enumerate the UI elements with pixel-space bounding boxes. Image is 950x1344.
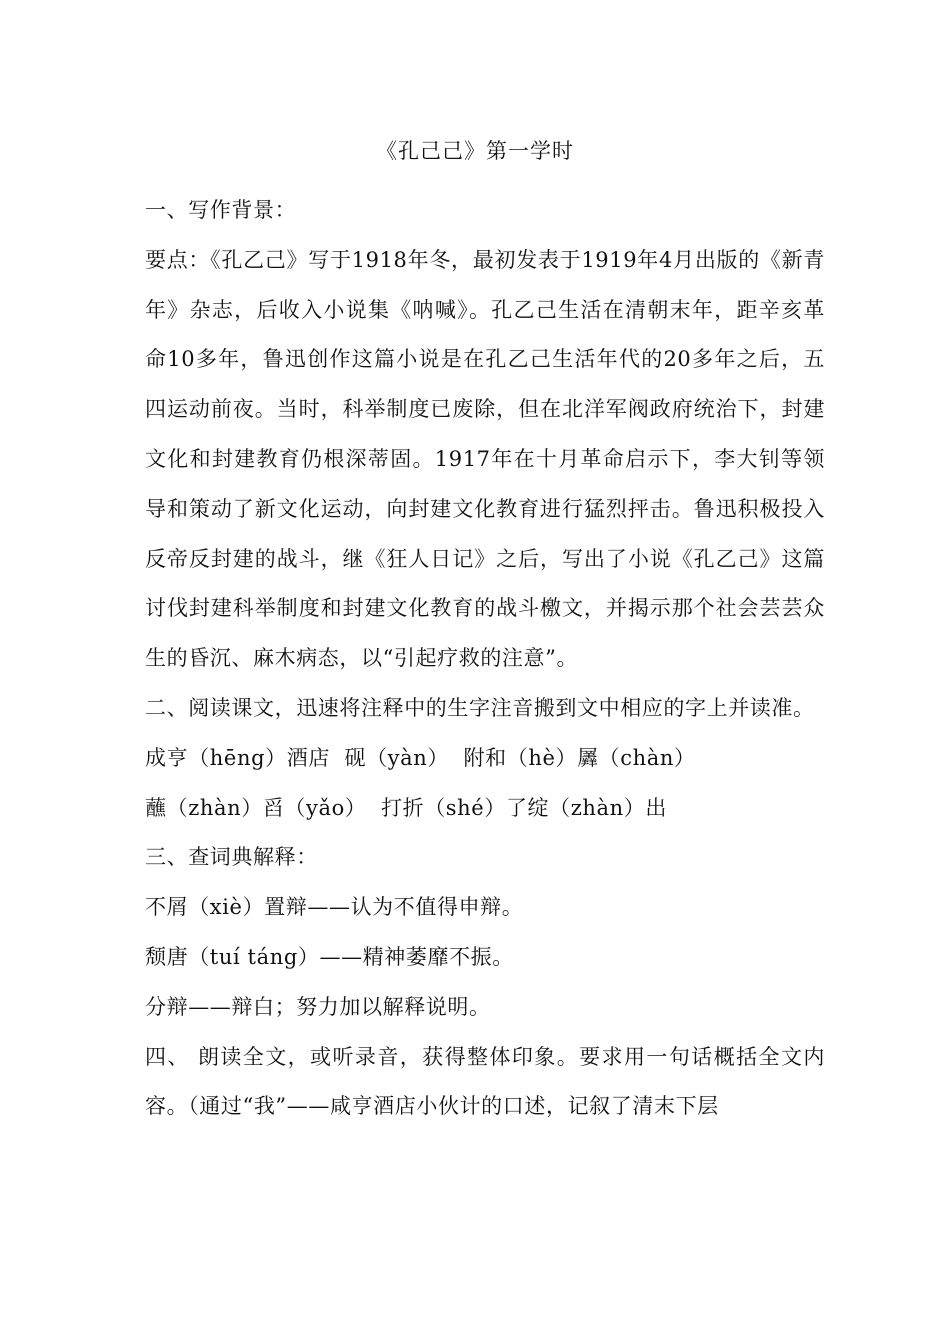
background-paragraph: 要点：《孔乙己》写于1918年冬，最初发表于1919年4月出版的《新青年》杂志，后收入小说集《呐喊》。孔乙己生活在清朝末年，距辛亥革命10多年，鲁迅创作这篇小说是在孔乙己生活年代的20多年之后，五四运动前夜。当时，科举制度已废除，但在北洋军阀政府统治下，封建文化和封建教育仍根深蒂固。1917年在十月革命启示下，李大钊等领导和策动了新文化运动，向封建文化教育进行猛烈抨击。鲁迅积极投入反帝反封建的战斗，继《狂人日记》之后，写出了小说《孔乙己》这篇讨伐封建科举制度和封建文化教育的战斗檄文，并揭示那个社会芸芸众生的昏沉、麻木病态，以“引起疗救的注意”。 bbox=[145, 247, 825, 671]
section-heading-background: 一、写作背景： bbox=[145, 198, 297, 222]
pinyin-line-1: 成亨（hēng）酒店 砚（yàn） 附和（hè）羼（chàn） bbox=[145, 745, 696, 770]
definition-item: 不屑（xiè）置辩——认为不值得申辩。 bbox=[145, 895, 524, 920]
section-heading-read-aloud: 四、 朗读全文，或听录音，获得整体印象。要求用一句话概括全文内容。（通过“我”——咸亨酒店小伙计的口述，记叙了清末下层 bbox=[145, 1044, 825, 1119]
definition-item: 颓唐（tuí táng）——精神萎靡不振。 bbox=[145, 944, 514, 969]
pinyin-line-2: 蘸（zhàn）舀（yǎo） 打折（shé）了绽（zhàn）出 bbox=[145, 795, 667, 820]
section-heading-reading: 二、阅读课文，迅速将注释中的生字注音搬到文中相应的字上并读准。 bbox=[145, 695, 815, 720]
document-title: 《孔己己》第一学时 bbox=[376, 139, 574, 163]
definition-item: 分辩——辩白；努力加以解释说明。 bbox=[145, 994, 491, 1019]
section-heading-dictionary: 三、查词典解释： bbox=[145, 845, 318, 870]
document-body bbox=[145, 186, 825, 1132]
